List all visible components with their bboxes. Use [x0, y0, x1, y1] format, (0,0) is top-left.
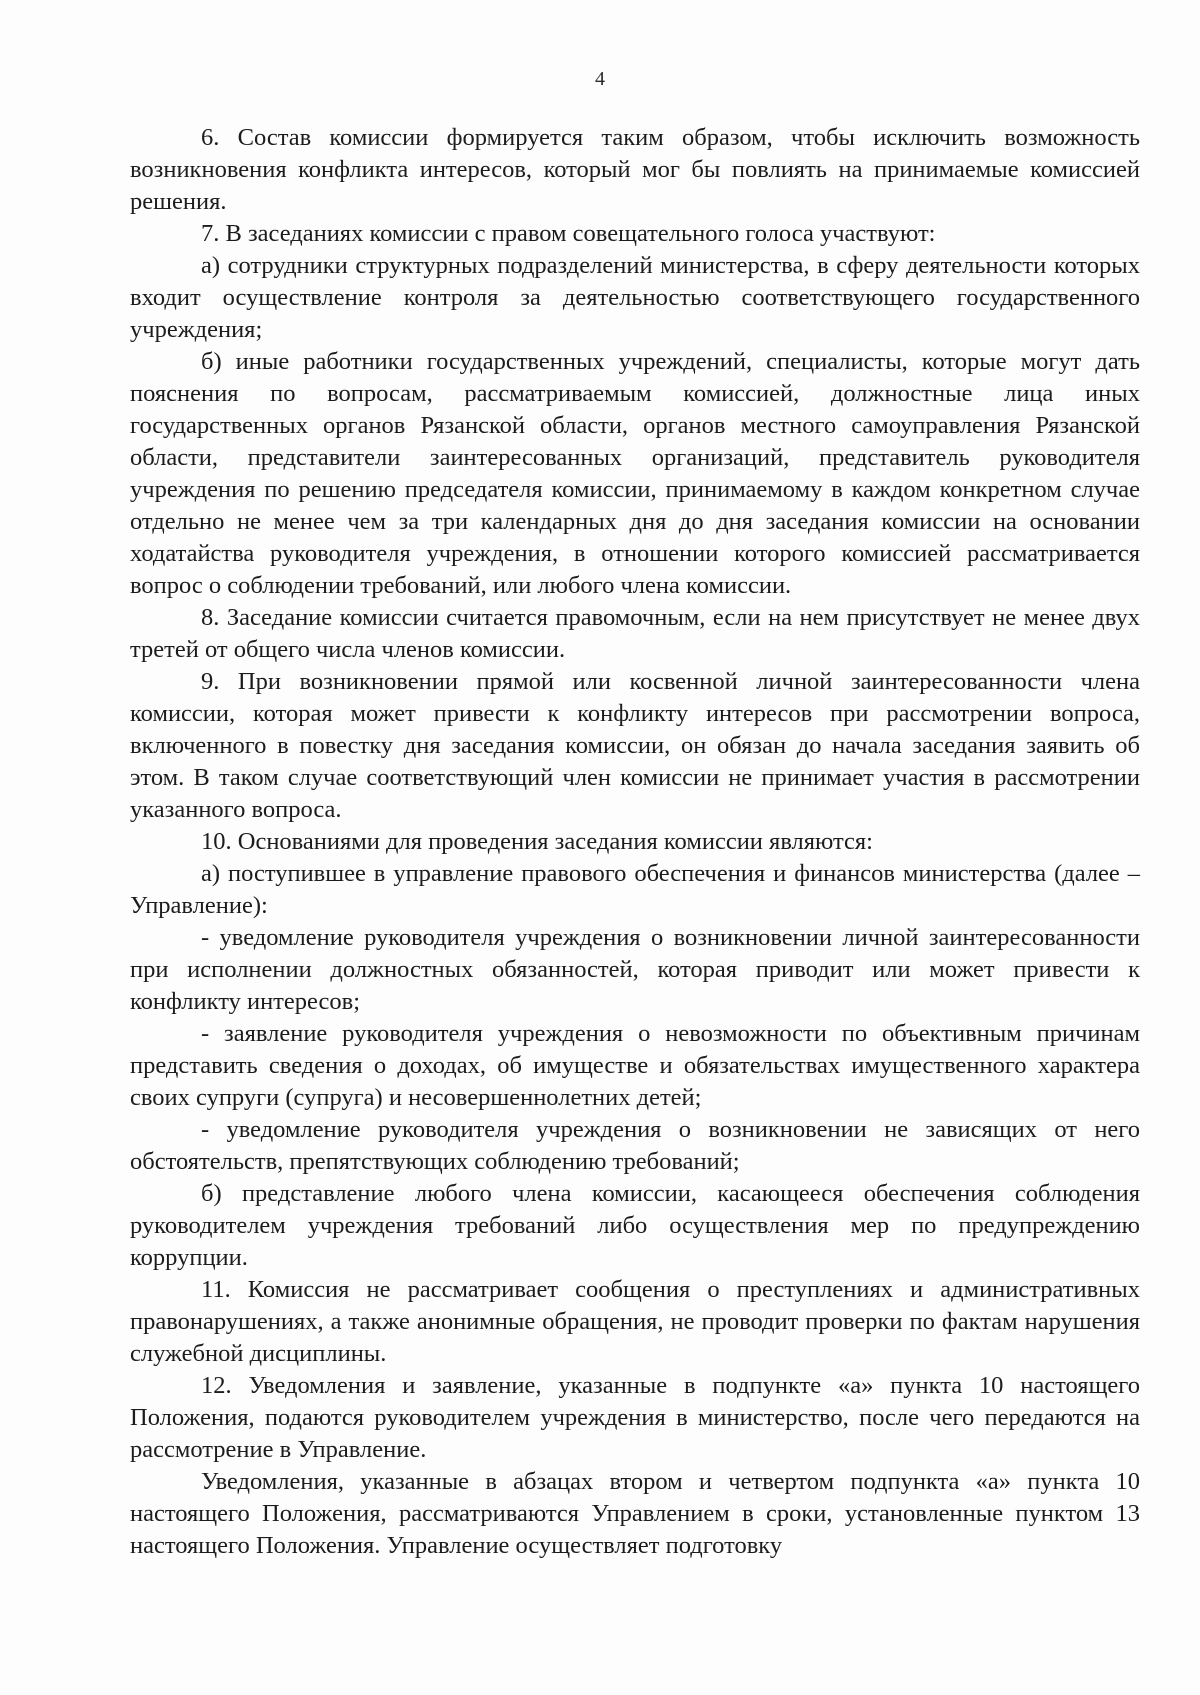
paragraph-10-a-item-3: - уведомление руководителя учреждения о возникновении не зависящих от него обстоятельств, препятствующих соблюдению требований; [130, 1116, 1140, 1175]
paragraph-10: 10. Основаниями для проведения заседания комиссии являются: [201, 828, 873, 855]
paragraph-10-a: а) поступившее в управление правового обеспечения и финансов министерства (далее – Управление): [130, 860, 1140, 919]
paragraph-12: 12. Уведомления и заявление, указанные в подпункте «а» пункта 10 настоящего Положения, подаются руководителем учреждения в министерство, после чего передаются на рассмотрение в Управление. [130, 1372, 1140, 1463]
paragraph-10-a-item-1: - уведомление руководителя учреждения о возникновении личной заинтересованности при исполнении должностных обязанностей, которая приводит или может привести к конфликту интересов; [130, 924, 1140, 1015]
paragraph-7-a: а) сотрудники структурных подразделений министерства, в сферу деятельности которых входит осуществление контроля за деятельностью соответствующего государственного учреждения; [130, 252, 1140, 343]
paragraph-10-b: б) представление любого члена комиссии, касающееся обеспечения соблюдения руководителем учреждения требований либо осуществления мер по предупреждению коррупции. [130, 1180, 1140, 1271]
paragraph-7: 7. В заседаниях комиссии с правом совещательного голоса участвуют: [201, 220, 936, 247]
page-number: 4 [595, 68, 605, 90]
paragraph-7-b: б) иные работники государственных учреждений, специалисты, которые могут дать пояснения по вопросам, рассматриваемым комиссией, должностные лица иных государственных органов Рязанской области, органов местного самоуправления Рязанской области, представители заинтересованных организаций, представитель руководителя учреждения по решению председателя комиссии, принимаемому в каждом конкретном случае отдельно не менее чем за три календарных дня до дня заседания комиссии на основании ходатайства руководителя учреждения, в отношении которого комиссией рассматривается вопрос о соблюдении требований, или любого члена комиссии. [130, 348, 1140, 599]
paragraph-12-continued: Уведомления, указанные в абзацах втором и четвертом подпункта «а» пункта 10 настоящего Положения, рассматриваются Управлением в сроки, установленные пунктом 13 настоящего Положения. Управление осуществляет подготовку [130, 1468, 1140, 1559]
paragraph-11: 11. Комиссия не рассматривает сообщения о преступлениях и административных правонарушениях, а также анонимные обращения, не проводит проверки по фактам нарушения служебной дисциплины. [130, 1276, 1140, 1367]
document-body [130, 122, 1140, 1562]
paragraph-6: 6. Состав комиссии формируется таким образом, чтобы исключить возможность возникновения конфликта интересов, который мог бы повлиять на принимаемые комиссией решения. [130, 124, 1140, 215]
paragraph-10-a-item-2: - заявление руководителя учреждения о невозможности по объективным причинам представить сведения о доходах, об имуществе и обязательствах имущественного характера своих супруги (супруга) и несовершеннолетних детей; [130, 1020, 1140, 1111]
paragraph-9: 9. При возникновении прямой или косвенной личной заинтересованности члена комиссии, которая может привести к конфликту интересов при рассмотрении вопроса, включенного в повестку дня заседания комиссии, он обязан до начала заседания заявить об этом. В таком случае соответствующий член комиссии не принимает участия в рассмотрении указанного вопроса. [130, 668, 1140, 823]
paragraph-8: 8. Заседание комиссии считается правомочным, если на нем присутствует не менее двух третей от общего числа членов комиссии. [130, 604, 1140, 663]
